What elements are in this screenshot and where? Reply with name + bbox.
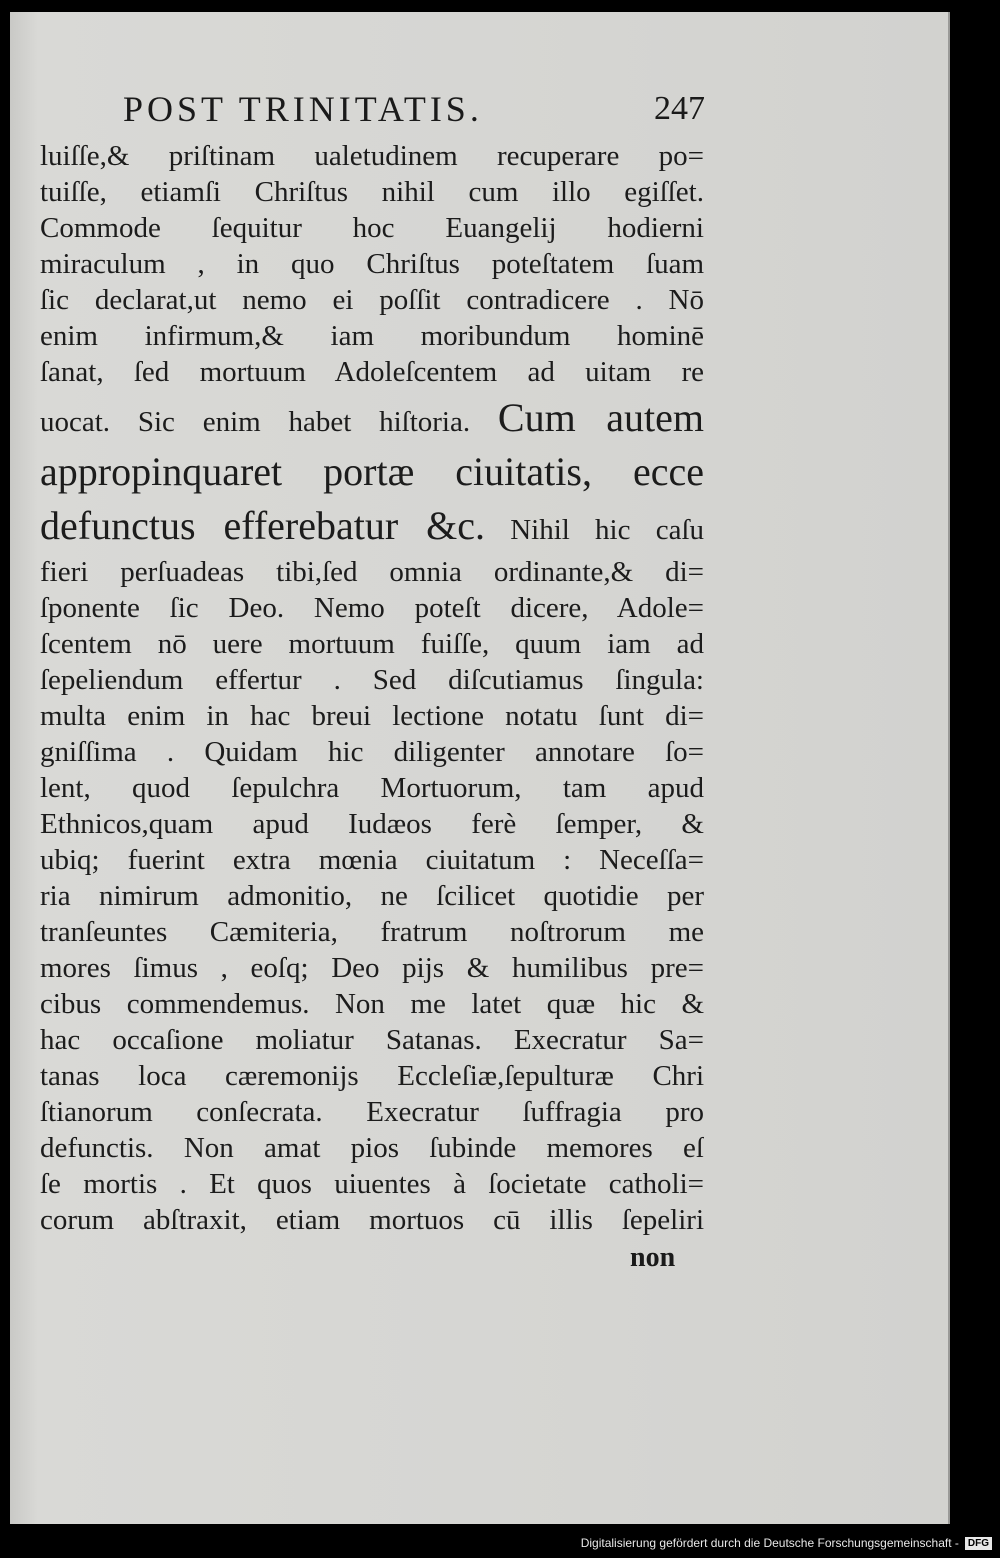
text-line: ubiq; fuerint extra mœnia ciuitatum : Neceſſa= (40, 844, 704, 876)
page-header (115, 84, 705, 134)
text-line: miraculum , in quo Chriſtus poteſtatem ſuam (40, 248, 704, 280)
text-line: Ethnicos,quam apud Iudæos ferè ſemper, & (40, 808, 704, 840)
text-line: luiſſe,& priſtinam ualetudinem recuperare po= (40, 140, 704, 172)
text-line: Commode ſequitur hoc Euangelij hodierni (40, 212, 704, 244)
text-line: ſic declarat,ut nemo ei poſſit contradicere . Nō (40, 284, 704, 316)
text-line: cibus commendemus. Non me latet quæ hic & (40, 988, 704, 1020)
text-line: ſanat, ſed mortuum Adoleſcentem ad uitam re (40, 356, 704, 388)
body-text (40, 138, 704, 1238)
text-line: tranſeuntes Cæmiteria, fratrum noſtrorum me (40, 916, 704, 948)
text-line: lent, quod ſepulchra Mortuorum, tam apud (40, 772, 704, 804)
text-line: hac occaſione moliatur Satanas. Execratur Sa= (40, 1024, 704, 1056)
page-number: 247 (654, 90, 705, 127)
running-title: POST TRINITATIS. (123, 89, 483, 129)
catchword: non (630, 1242, 676, 1273)
text-line (40, 498, 704, 554)
text-line: fieri perſuadeas tibi,ſed omnia ordinante,& di= (40, 556, 704, 588)
text-line: tanas loca cæremonijs Eccleſiæ,ſepulturæ Chri (40, 1060, 704, 1092)
dfg-logo: DFG (965, 1537, 992, 1550)
text-fragment: uocat. Sic enim habet hiſtoria. (40, 406, 471, 438)
text-line: defunctis. Non amat pios ſubinde memores eſ (40, 1132, 704, 1164)
text-fragment: Nihil hic caſu (510, 514, 704, 546)
credit-text: Digitalisierung gefördert durch die Deutsche Forschungsgemeinschaft - (580, 1536, 959, 1550)
gospel-quote-start: Cum autem (497, 395, 704, 440)
text-line: ria nimirum admonitio, ne ſcilicet quotidie per (40, 880, 704, 912)
text-line: multa enim in hac breui lectione notatu ſunt di= (40, 700, 704, 732)
text-line: ſepeliendum effertur . Sed diſcutiamus ſingula: (40, 664, 704, 696)
digitization-credit (581, 1532, 992, 1554)
text-line: enim infirmum,& iam moribundum hominē (40, 320, 704, 352)
book-page (10, 12, 950, 1524)
text-line: ſcentem nō uere mortuum fuiſſe, quum iam ad (40, 628, 704, 660)
text-line: gniſſima . Quidam hic diligenter annotare ſo= (40, 736, 704, 768)
text-line: ſe mortis . Et quos uiuentes à ſocietate catholi= (40, 1168, 704, 1200)
text-line: mores ſimus , eoſq; Deo pijs & humilibus pre= (40, 952, 704, 984)
gospel-quote-line: appropinquaret portæ ciuitatis, ecce (40, 449, 704, 494)
text-line: corum abſtraxit, etiam mortuos cū illis ſepeliri (40, 1204, 704, 1236)
text-line: ſtianorum conſecrata. Execratur ſuffragia pro (40, 1096, 704, 1128)
text-line (40, 390, 704, 446)
text-line: ſponente ſic Deo. Nemo poteſt dicere, Adole= (40, 592, 704, 624)
gospel-quote-end: defunctus efferebatur &c. (40, 503, 485, 548)
text-line: tuiſſe, etiamſi Chriſtus nihil cum illo egiſſet. (40, 176, 704, 208)
